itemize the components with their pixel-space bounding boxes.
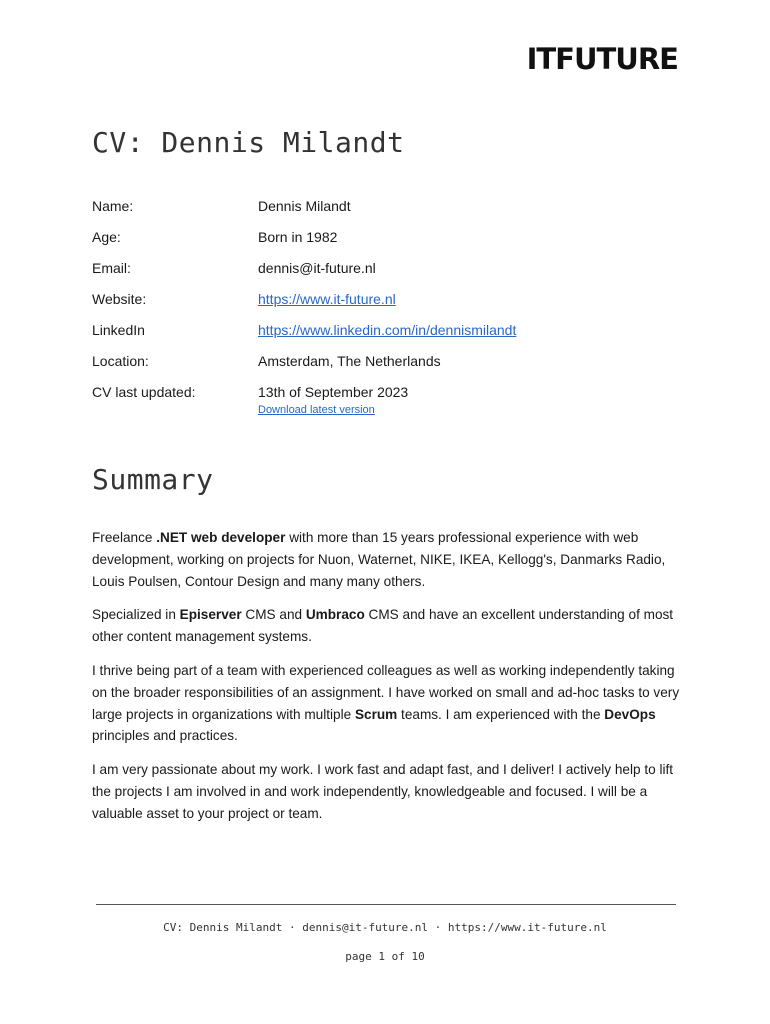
website-link[interactable]: https://www.it-future.nl [258,291,396,307]
info-row-name [92,196,692,227]
p1-text-2: with more than 15 years professional experience with web development, working on projects for Nuon, Waternet, NIKE, IKEA, Kellogg's, Danmarks Radio, Louis Poulsen, Contour Design and many many others. [92,530,666,589]
footer-divider [96,904,676,905]
company-logo: ITFUTURE [526,42,678,76]
info-row-updated [92,382,692,413]
p1-bold-1: .NET web developer [156,530,286,545]
website-label: Website: [92,291,147,307]
p3-bold-2: DevOps [604,706,656,722]
footer-text: CV: Dennis Milandt · dennis@it-future.nl · https://www.it-future.nl [163,921,607,934]
summary-heading: Summary [92,463,214,496]
name-value: Dennis Milandt [258,198,351,214]
info-row-age [92,227,692,258]
p3-text-2: teams. I am experienced with the [397,706,605,722]
email-value: dennis@it-future.nl [258,260,376,276]
summary-paragraph-1 [92,527,682,592]
info-row-location [92,351,692,382]
age-value: Born in 1982 [258,229,338,245]
p2-text-2: CMS and [241,607,306,623]
age-label: Age: [92,229,121,245]
info-row-email [92,258,692,289]
p2-text-1: Specialized in [92,607,180,623]
p2-bold-2: Umbraco [305,607,365,623]
name-label: Name: [92,198,134,214]
download-latest-link[interactable]: Download latest version [258,404,375,416]
p2-text-3: CMS and have an excellent understanding of most other content management systems. [92,607,674,645]
p2-bold-1: Episerver [179,607,242,623]
summary-paragraph-3 [92,660,682,747]
page-number: page 1 of 10 [345,950,425,963]
updated-value: 13th of September 2023 [258,384,409,400]
info-row-website [92,289,692,320]
summary-section [92,527,682,837]
p3-bold-1: Scrum [354,706,398,722]
p1-text-1: Freelance [92,530,157,545]
linkedin-link[interactable]: https://www.linkedin.com/in/dennismilandt [258,322,517,338]
info-row-linkedin [92,320,692,351]
p3-text-1: I thrive being part of a team with experienced colleagues as well as working independently taking on the broader responsibilities of an assignment. I have worked on small and ad-hoc tasks to very large projects in organizations with multiple [92,662,680,722]
location-value: Amsterdam, The Netherlands [258,353,441,369]
personal-info-table [92,196,692,413]
linkedin-label: LinkedIn [92,322,145,338]
location-label: Location: [92,353,149,369]
page-title: CV: Dennis Milandt [92,126,405,159]
p3-text-3: principles and practices. [92,728,238,744]
email-label: Email: [92,260,131,276]
updated-label: CV last updated: [92,384,196,400]
summary-paragraph-2 [92,604,682,648]
summary-paragraph-4: I am very passionate about my work. I work fast and adapt fast, and I deliver! I actively help to lift the projects I am involved in and work independently, knowledgeable and focused. I will be a valuable asset to your project or team. [92,762,674,821]
